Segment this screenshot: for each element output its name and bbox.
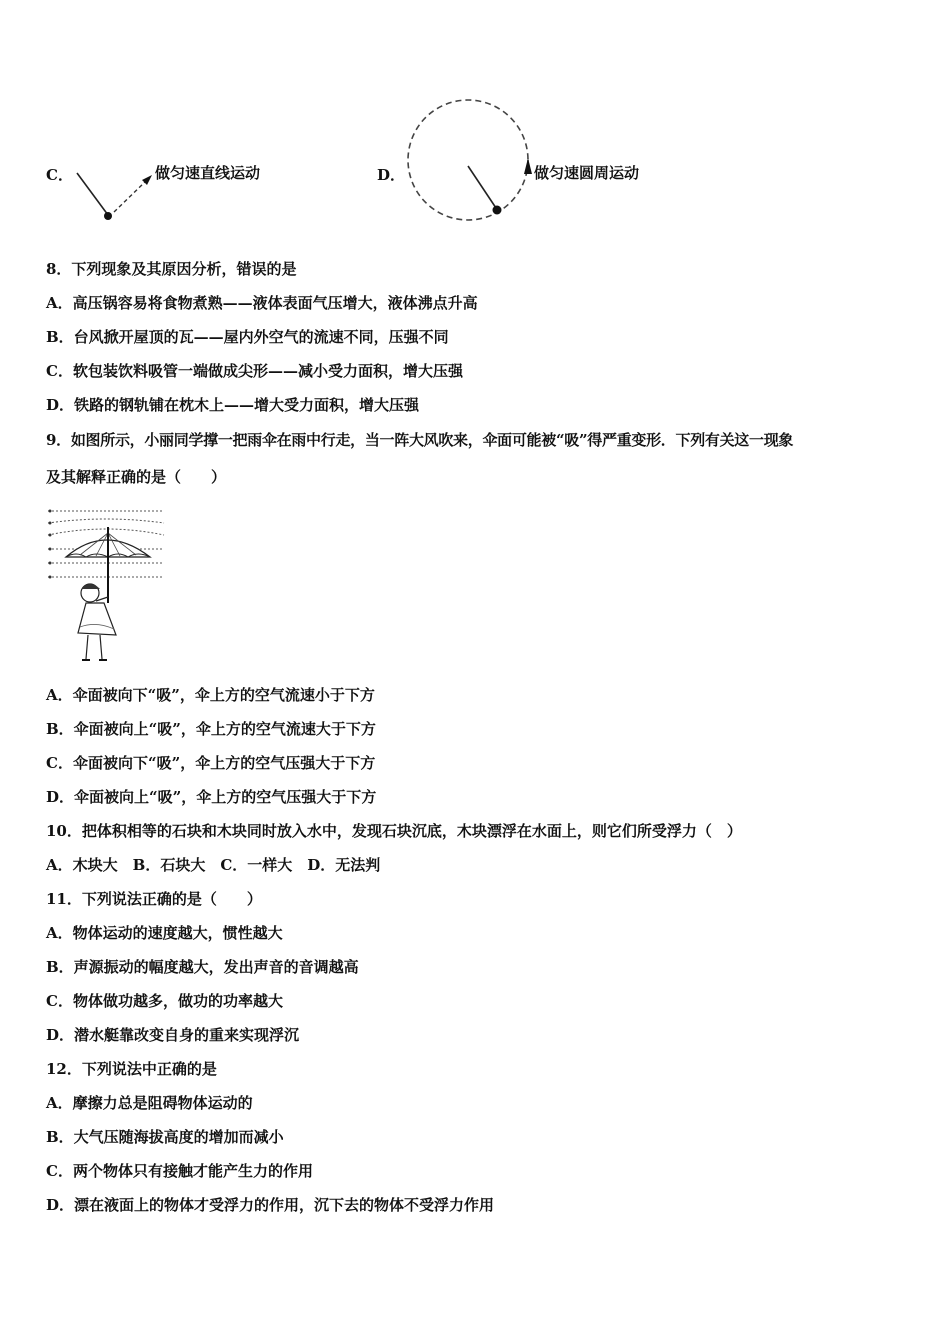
question-9-option-c: C．伞面被向下“吸”，伞上方的空气压强大于下方: [46, 754, 376, 772]
question-12-option-d: D．漂在液面上的物体才受浮力的作用，沉下去的物体不受浮力作用: [46, 1196, 495, 1214]
question-11-option-a: A．物体运动的速度越大，惯性越大: [46, 924, 283, 942]
question-12-option-b: B．大气压随海拔高度的增加而减小: [46, 1128, 284, 1146]
question-8-option-a: A．高压锅容易将食物煮熟——液体表面气压增大，液体沸点升高: [46, 294, 478, 312]
question-12-stem: 12．下列说法中正确的是: [46, 1060, 217, 1078]
option-d-caption: 做匀速圆周运动: [534, 164, 640, 182]
question-9-option-b: B．伞面被向上“吸”，伞上方的空气流速大于下方: [46, 720, 376, 738]
question-10-stem: 10．把体积相等的石块和木块同时放入水中，发现石块沉底，木块漂浮在水面上，则它们所受浮力（ ）: [46, 822, 742, 840]
question-8-stem: 8．下列现象及其原因分析，错误的是: [46, 260, 297, 278]
question-9-stem-line2: 及其解释正确的是（ ）: [46, 468, 227, 486]
pendulum-straight-line-figure: [70, 165, 160, 225]
question-9-option-a: A．伞面被向下“吸”，伞上方的空气流速小于下方: [46, 686, 375, 704]
question-8-option-b: B．台风掀开屋顶的瓦——屋内外空气的流速不同，压强不同: [46, 328, 449, 346]
question-8-option-c: C．软包装饮料吸管一端做成尖形——减小受力面积，增大压强: [46, 362, 463, 380]
question-8-option-d: D．铁路的钢轨铺在枕木上——增大受力面积，增大压强: [46, 396, 420, 414]
question-10-options: A．木块大 B．石块大 C．一样大 D．无法判: [46, 856, 381, 874]
question-9-option-d: D．伞面被向上“吸”，伞上方的空气压强大于下方: [46, 788, 377, 806]
option-c-label: C．: [46, 166, 73, 184]
question-12-option-c: C．两个物体只有接触才能产生力的作用: [46, 1162, 313, 1180]
option-d-label: D．: [377, 166, 406, 184]
question-11-stem: 11．下列说法正确的是（ ）: [46, 890, 262, 908]
umbrella-girl-figure: [46, 505, 168, 667]
question-12-option-a: A．摩擦力总是阻碍物体运动的: [46, 1094, 253, 1112]
question-9-stem-line1: 9．如图所示，小丽同学撑一把雨伞在雨中行走，当一阵大风吹来，伞面可能被“吸”得严重变形．下列有关这一现象: [46, 431, 794, 449]
question-11-option-d: D．潜水艇靠改变自身的重来实现浮沉: [46, 1026, 300, 1044]
option-c-caption: 做匀速直线运动: [155, 164, 261, 182]
question-11-option-b: B．声源振动的幅度越大，发出声音的音调越高: [46, 958, 359, 976]
pendulum-circular-motion-figure: [400, 96, 536, 226]
question-11-option-c: C．物体做功越多，做功的功率越大: [46, 992, 283, 1010]
